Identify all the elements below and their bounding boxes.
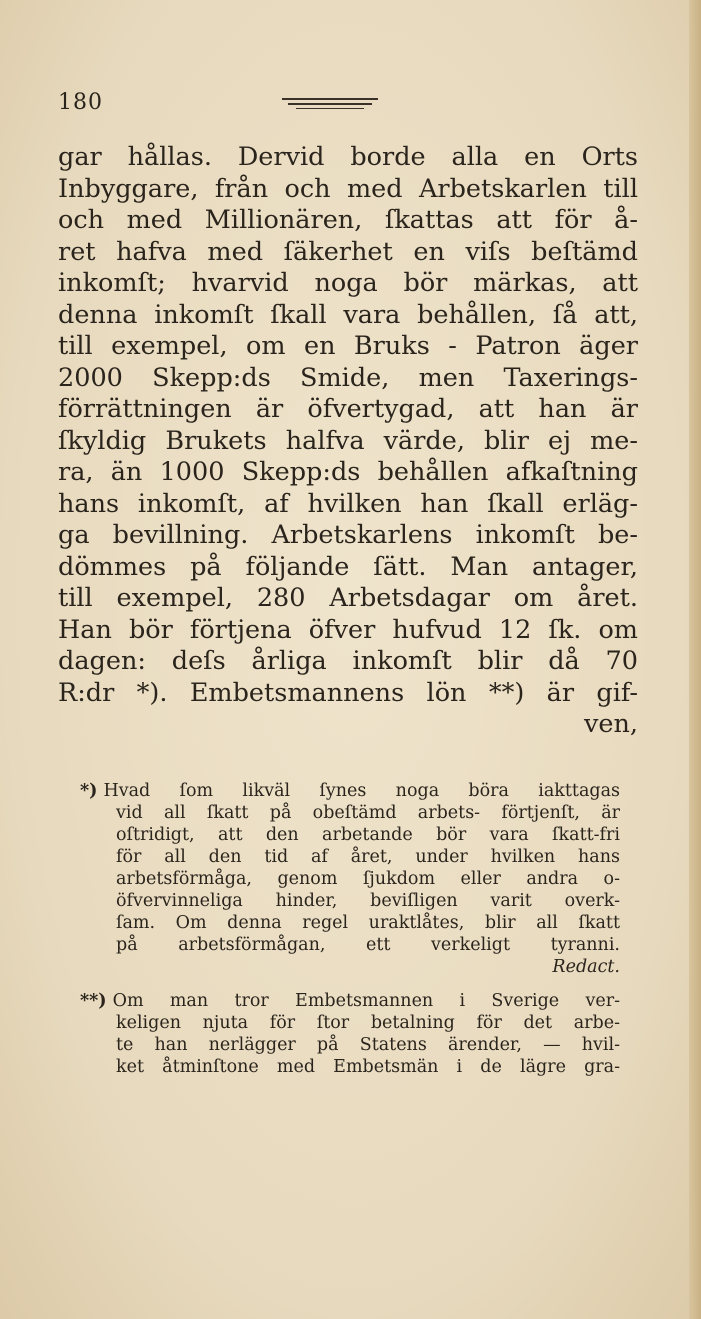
text-line: ret hafva med ſäkerhet en viſs beſtämd — [58, 236, 638, 267]
footnote-signature: Redact. — [552, 957, 620, 977]
text-line: 2000 Skepp:ds Smide, men Taxerings- — [58, 362, 638, 393]
page-number: 180 — [58, 90, 103, 115]
text-line: inkomſt; hvarvid noga bör märkas, att — [58, 268, 638, 298]
footnote-line: öfvervinneliga hinder, beviſligen varit overk- — [116, 891, 620, 911]
footnotes-block — [80, 780, 620, 1078]
footnote-line: ket åtminſtone med Embetsmän i de lägre gra- — [116, 1057, 620, 1077]
text-line: hans inkomſt, af hvilken han ſkall erläg- — [58, 488, 638, 519]
text-line: Han bör förtjena öfver hufvud 12 ſk. om — [58, 614, 638, 645]
ornament-rule-icon — [282, 98, 378, 112]
text-line: gar hållas. Dervid borde alla en Orts — [58, 142, 638, 172]
footnote-marker: *) — [80, 781, 98, 801]
footnote-line: på arbetsförmågan, ett verkeligt tyranni. — [116, 935, 620, 955]
text-line: dömmes på följande ſätt. Man antager, — [58, 551, 638, 582]
footnote-line — [80, 990, 620, 1012]
text-line: ſkyldig Brukets halfva värde, blir ej me- — [58, 425, 638, 456]
text-line: dagen: deſs årliga inkomſt blir då 70 — [58, 646, 638, 676]
footnote-line: keligen njuta för ſtor betalning för det arbe- — [116, 1013, 620, 1033]
text-line: till exempel, om en Bruks - Patron äger — [58, 331, 638, 361]
text-line: ven, — [583, 709, 638, 739]
footnote-line: ſam. Om denna regel uraktlåtes, blir all ſkatt — [116, 913, 620, 933]
text-line: denna inkomſt ſkall vara behållen, ſå att, — [58, 299, 638, 330]
text-line: och med Millionären, ſkattas att för å- — [58, 205, 638, 235]
text-line: ga bevillning. Arbetskarlens inkomſt be- — [58, 520, 638, 550]
footnote-2 — [80, 990, 620, 1078]
footnote-line — [80, 780, 620, 802]
footnote-line: för all den tid af året, under hvilken hans — [116, 847, 620, 867]
footnote-1 — [80, 780, 620, 978]
text-line: förrättningen är öfvertygad, att han är — [58, 394, 638, 424]
footnote-text: Hvad ſom likväl ſynes noga böra iakttagas — [103, 781, 620, 801]
text-line: R:dr *). Embetsmannens lön **) är gif- — [58, 677, 638, 708]
footnote-marker: **) — [80, 991, 107, 1011]
footnote-line: arbetsförmåga, genom ſjukdom eller andra o- — [116, 869, 620, 889]
footnote-line: oſtridigt, att den arbetande bör vara ſkatt-fri — [116, 825, 620, 845]
text-line: ra, än 1000 Skepp:ds behållen afkaſtning — [58, 457, 638, 487]
text-line: Inbyggare, från och med Arbetskarlen till — [58, 173, 638, 204]
footnote-line: vid all ſkatt på obeſtämd arbets- förtjenſt, är — [116, 803, 620, 823]
page-edge — [689, 0, 701, 1319]
footnote-line: te han nerlägger på Statens ärender, — hvil- — [116, 1035, 620, 1055]
footnote-text: Om man tror Embetsmannen i Sverige ver- — [112, 991, 620, 1011]
main-text-block — [58, 142, 638, 741]
text-line: till exempel, 280 Arbetsdagar om året. — [58, 583, 638, 613]
